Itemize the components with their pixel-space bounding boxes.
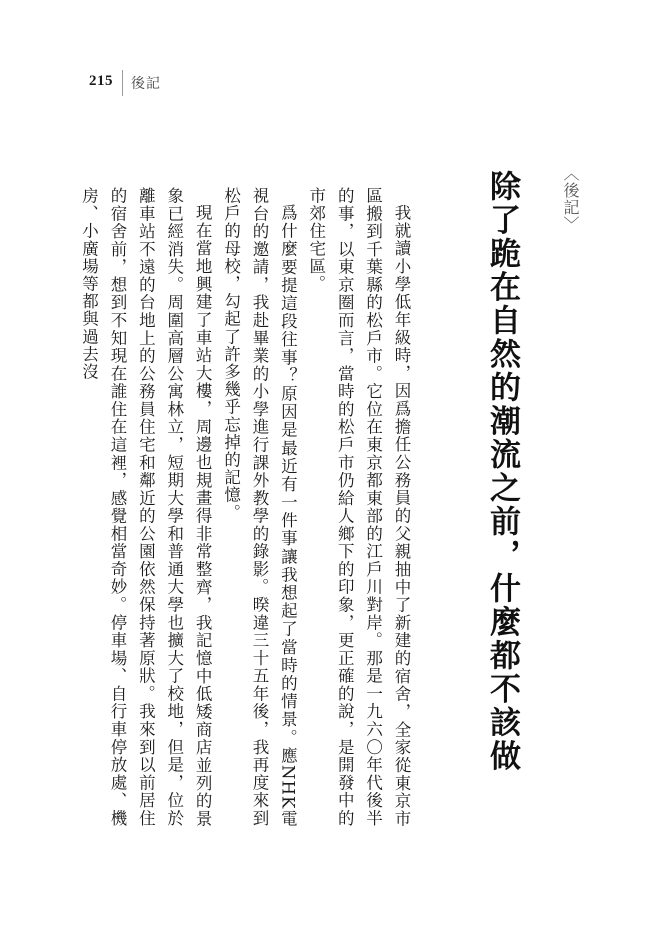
body-paragraph: 現在當地興建了車站大樓，周邊也規畫得非常整齊，我記憶中低矮商店並列的景象已經消失。周圍高層公寓林立，短期大學和普通大學也擴大了校地，但是，位於離車站不遠的台地上的公務員住宅和鄰近的公園依然保持著原狀。我來到以前居住的宿舍前，想到不知現在誰住在這裡，感覺相當奇妙。停車場、自行車停放處、機房、小廣場等都與過去沒 bbox=[79, 187, 213, 827]
page-number: 215 bbox=[89, 73, 113, 89]
chapter-label: 〈後記〉 bbox=[561, 165, 580, 233]
running-head: 後記 bbox=[131, 76, 161, 92]
body-paragraph: 爲什麼要提這段往事？原因是最近有一件事讓我想起了當時的情景。應NHK電視台的邀請，我赴畢業的小學進行課外教學的錄影。暌違三十五年後，我再度來到松戶的母校，勾起了許多幾乎忘掉的記憶。 bbox=[221, 187, 298, 827]
header-divider bbox=[122, 70, 123, 96]
chapter-title: 除了跪在自然的潮流之前，什麼都不該做 bbox=[484, 170, 520, 773]
body-text bbox=[74, 187, 415, 827]
body-paragraph: 我就讀小學低年級時，因爲擔任公務員的父親抽中了新建的宿舍，全家從東京市區搬到千葉縣的松戶市。它位在東京都東部的江戶川對岸。那是一九六〇年代後半的事，以東京圈而言，當時的松戶市仍給人鄉下的印象，更正確的說，是開發中的市郊住宅區。 bbox=[306, 187, 411, 827]
